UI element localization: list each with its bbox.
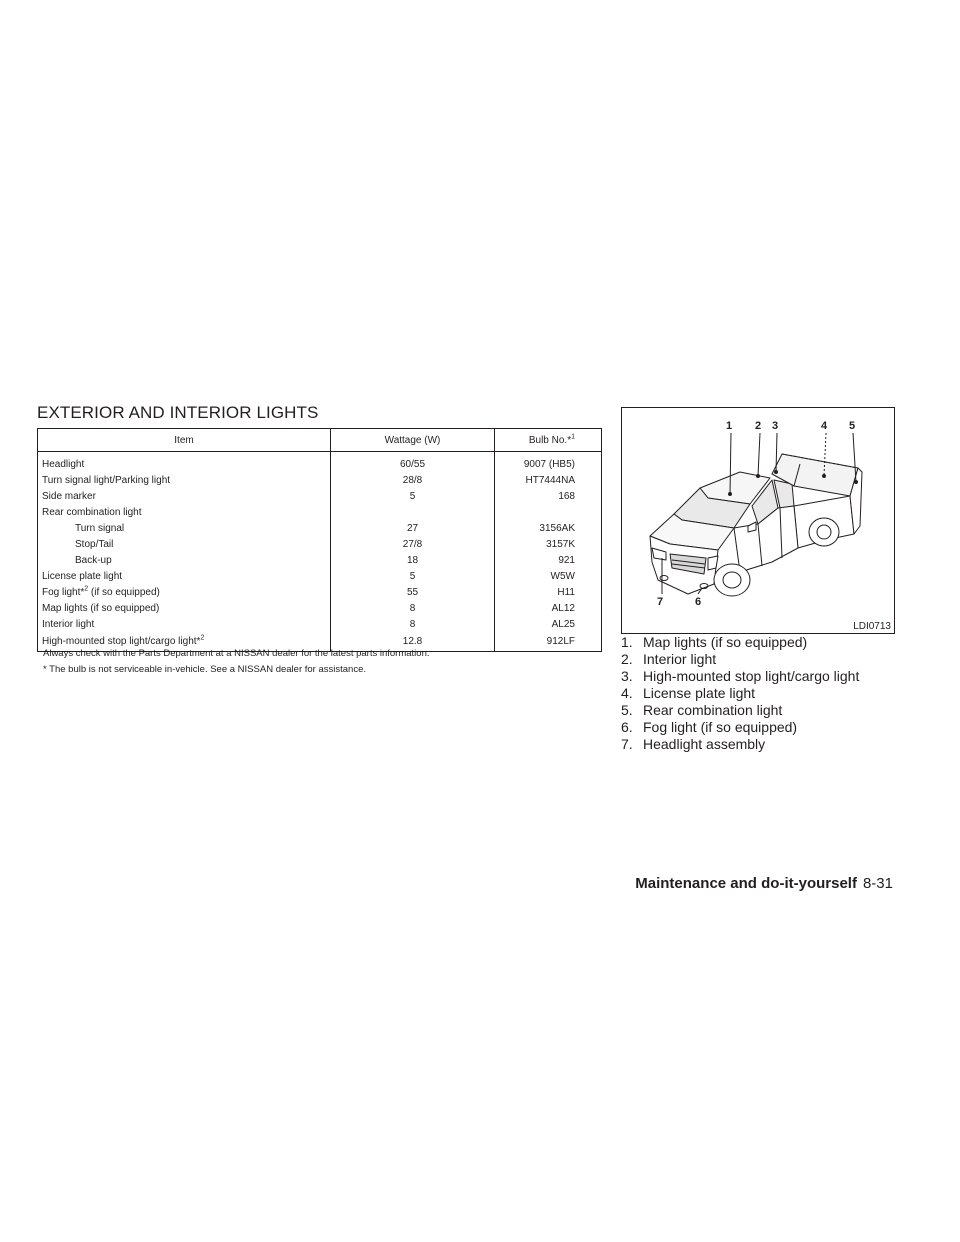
legend-item	[621, 702, 859, 719]
cell-wattage: 55	[331, 585, 495, 601]
footnote-marker: 2	[200, 634, 205, 642]
cell-bulb-number: H11	[557, 587, 575, 599]
cell-item	[38, 601, 331, 617]
item-label: Turn signal light/Parking light	[42, 474, 171, 486]
header-bulb-number	[495, 429, 602, 452]
cell-item	[38, 569, 331, 585]
item-label: Rear combination light	[42, 506, 142, 518]
bulb-specification-table	[37, 428, 602, 652]
item-label: Back-up	[75, 555, 112, 567]
vehicle-lights-figure	[621, 407, 895, 634]
legend-number: 1.	[621, 634, 633, 650]
table-row	[38, 617, 602, 633]
table-row	[38, 452, 602, 473]
legend-label: High-mounted stop light/cargo light	[643, 668, 860, 684]
table-row	[38, 472, 602, 488]
cell-wattage	[331, 504, 495, 520]
legend-item	[621, 736, 859, 753]
legend-number: 7.	[621, 736, 633, 752]
table-row	[38, 520, 602, 536]
cell-item	[38, 452, 331, 473]
figure-code: LDI0713	[853, 621, 891, 632]
cell-wattage: 18	[331, 553, 495, 569]
item-label: Map lights (if so equipped)	[42, 603, 160, 615]
legend-number: 5.	[621, 702, 633, 718]
legend-number: 6.	[621, 719, 633, 735]
legend-item	[621, 651, 859, 668]
legend-label: Headlight assembly	[643, 736, 766, 752]
callout-4: 4	[821, 420, 828, 432]
cell-bulb-number: AL12	[551, 603, 575, 615]
legend-label: Interior light	[643, 651, 717, 667]
callout-6: 6	[695, 596, 702, 608]
legend-item	[621, 668, 859, 685]
item-label: Interior light	[42, 619, 95, 631]
legend-label: Fog light (if so equipped)	[643, 719, 798, 735]
item-suffix: (if so equipped)	[88, 587, 160, 599]
table-row	[38, 601, 602, 617]
legend-number: 4.	[621, 685, 633, 701]
cell-item	[38, 536, 331, 552]
table-row	[38, 569, 602, 585]
cell-bulb-number: 3156AK	[539, 522, 575, 534]
header-item: Item	[38, 429, 331, 452]
cell-bulb-number: 168	[558, 490, 575, 502]
callout-1: 1	[726, 420, 733, 432]
cell-wattage: 27/8	[331, 536, 495, 552]
item-label: Fog light*	[42, 587, 85, 599]
cell-bulb-number: 9007 (HB5)	[523, 458, 575, 470]
cell-bulb-number	[495, 504, 602, 520]
item-label: Turn signal	[75, 522, 125, 534]
cell-wattage: 5	[331, 488, 495, 504]
cell-wattage: 5	[331, 569, 495, 585]
cell-bulb-number: 3157K	[546, 539, 575, 551]
cell-bulb-number: AL25	[551, 619, 575, 631]
legend-label: Map lights (if so equipped)	[643, 634, 808, 650]
callout-7: 7	[657, 596, 664, 608]
footer-section-title: Maintenance and do-it-yourself	[635, 875, 857, 892]
header-bulb-label: Bulb No.*	[528, 434, 572, 446]
legend-label: Rear combination light	[643, 702, 783, 718]
legend-label: License plate light	[643, 685, 756, 701]
header-bulb-footnote: 1	[571, 433, 575, 441]
item-label: Side marker	[42, 490, 96, 502]
legend-number: 3.	[621, 668, 633, 684]
cell-item	[38, 488, 331, 504]
page-footer	[631, 875, 893, 892]
footnote-marker: 2	[84, 585, 89, 593]
cell-item	[38, 520, 331, 536]
table-body	[38, 452, 602, 652]
cell-bulb-number: 912LF	[546, 635, 575, 647]
header-wattage: Wattage (W)	[331, 429, 495, 452]
parts-note: Always check with the Parts Department at a NISSAN dealer for the latest parts information.	[43, 648, 430, 659]
cell-wattage: 8	[331, 617, 495, 633]
table-row	[38, 536, 602, 552]
item-label: Headlight	[42, 458, 85, 470]
item-label: High-mounted stop light/cargo light*	[42, 635, 201, 647]
cell-wattage: 27	[331, 520, 495, 536]
legend-item	[621, 719, 859, 736]
table-row	[38, 585, 602, 601]
table-row	[38, 488, 602, 504]
cell-wattage: 12.8	[331, 633, 495, 652]
cell-wattage: 28/8	[331, 472, 495, 488]
legend-number: 2.	[621, 651, 633, 667]
cell-item	[38, 617, 331, 633]
callout-5: 5	[849, 420, 856, 432]
cell-wattage: 60/55	[331, 452, 495, 473]
cell-bulb-number: 921	[558, 555, 575, 567]
cell-item	[38, 553, 331, 569]
callout-3: 3	[772, 420, 779, 432]
cell-item	[38, 585, 331, 601]
figure-legend	[621, 634, 859, 753]
legend-item	[621, 685, 859, 702]
callout-2: 2	[755, 420, 762, 432]
serviceability-note: * The bulb is not serviceable in-vehicle. See a NISSAN dealer for assistance.	[43, 664, 366, 675]
page-number: 8-31	[862, 875, 893, 892]
cell-item	[38, 504, 331, 520]
legend-item	[621, 634, 859, 651]
item-label: Stop/Tail	[75, 539, 114, 551]
table-row	[38, 504, 602, 520]
cell-item	[38, 472, 331, 488]
cell-bulb-number: HT7444NA	[525, 474, 575, 486]
item-label: License plate light	[42, 571, 123, 583]
cell-bulb-number: W5W	[550, 571, 575, 583]
table-header-row	[38, 429, 602, 452]
cell-wattage: 8	[331, 601, 495, 617]
section-title: EXTERIOR AND INTERIOR LIGHTS	[37, 403, 319, 422]
table-row	[38, 553, 602, 569]
